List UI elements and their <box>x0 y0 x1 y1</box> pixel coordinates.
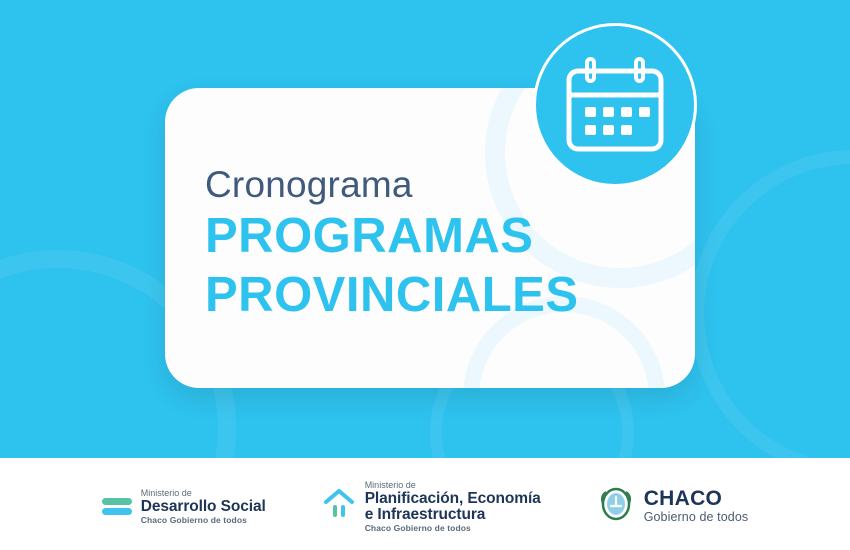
logo-row <box>102 481 749 533</box>
calendar-badge <box>533 23 697 187</box>
title-block <box>205 166 675 323</box>
logo-desarrollo-social-text <box>141 489 266 525</box>
logo-name-line-2: e Infraestructura <box>364 506 486 524</box>
logo-desarrollo-social <box>102 489 266 525</box>
decorative-circle-right <box>690 150 850 458</box>
logo-tagline: Chaco Gobierno de todos <box>364 523 471 533</box>
calendar-icon <box>563 55 667 155</box>
house-logo-icon <box>322 487 356 526</box>
title-line-programas: PROGRAMAS <box>205 208 534 263</box>
logo-tagline: Chaco Gobierno de todos <box>140 514 247 525</box>
logo-overline: Ministerio de <box>364 479 416 490</box>
logo-tagline: Gobierno de todos <box>643 510 749 525</box>
footer-logos <box>0 458 850 550</box>
logo-name-line-1: Planificación, Economía <box>364 489 541 507</box>
bars-logo-icon <box>102 498 132 515</box>
logo-chaco-text <box>644 488 749 525</box>
logo-name: Desarrollo Social <box>140 497 266 515</box>
logo-overline: Ministerio de <box>140 488 192 499</box>
title-line-cronograma: Cronograma <box>205 164 413 205</box>
chaco-shield-icon <box>597 484 635 529</box>
logo-chaco <box>597 484 749 529</box>
logo-planificacion-text <box>365 481 541 533</box>
title-line-provinciales: PROVINCIALES <box>205 267 579 322</box>
logo-name: CHACO <box>643 487 723 511</box>
logo-planificacion <box>322 481 541 533</box>
